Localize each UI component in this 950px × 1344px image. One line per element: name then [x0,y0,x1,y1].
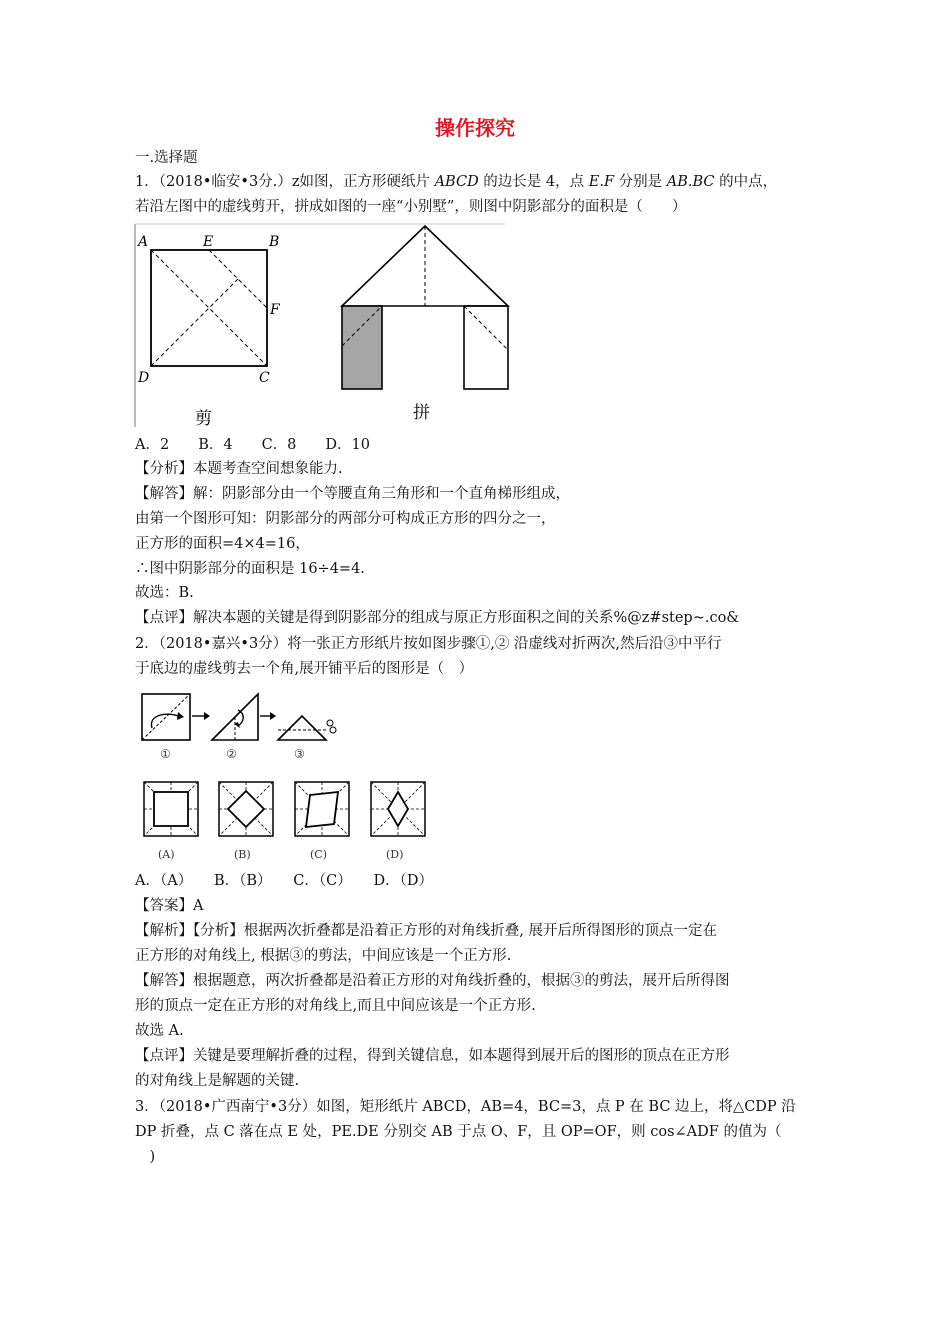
q2-analysis-2: 正方形的对角线上, 根据③的剪法，中间应该是一个正方形. [135,948,512,964]
q2-analysis-1: 【解析】【分析】根据两次折叠都是沿着正方形的对角线折叠, 展开后所得图形的顶点一定在 [135,923,717,939]
q2-comment-1: 【点评】关键是要理解折叠的过程，得到关键信息，如本题得到展开后的图形的顶点在正方形 [135,1048,730,1064]
q2-option-label-C: (C) [310,848,327,861]
q2-option-label-A: (A) [158,848,175,861]
q1-solution-3: 正方形的面积=4×4=16， [135,536,310,552]
q1-solution-4: ∴图中阴影部分的面积是 16÷4=4. [135,561,365,577]
q2-option-label-D: (D) [386,848,404,861]
q1-caption-join: 拼 [413,403,430,423]
q1-caption-cut: 剪 [195,409,212,429]
q1-options: A．2 B．4 C．8 D．10 [135,437,370,453]
q1-stem-line1: 1．（2018•临安•3分.）z如图，正方形硬纸片 ABCD 的边长是 4，点 E.F 分别是 AB.BC 的中点， [135,174,778,190]
q2-solution-2: 形的顶点一定在正方形的对角线上,而且中间应该是一个正方形. [135,998,536,1014]
q1-label-F: F [270,302,280,318]
q1-label-A: A [138,234,149,250]
page-title: 操作探究 [435,116,515,140]
q2-stem-line1: 2．（2018•嘉兴•3分）将一张正方形纸片按如图步骤①,② 沿虚线对折两次,然后沿③中平行 [135,636,722,652]
q2-step-label-1: ① [160,747,171,761]
q2-stem-line2: 于底边的虚线剪去一个角,展开铺平后的图形是（ ） [135,661,474,677]
q1-figure [133,222,513,430]
q1-comment: 【点评】解决本题的关键是得到阴影部分的组成与原正方形面积之间的关系%@z#step~.co& [135,610,740,626]
q2-steps-figure [138,690,338,764]
q2-options: A．（A） B．（B） C．（C） D．（D） [135,873,433,889]
q1-analysis: 【分析】本题考查空间想象能力. [135,461,343,477]
q2-solution-1: 【解答】根据题意，两次折叠都是沿着正方形的对角线折叠的，根据③的剪法，展开后所得图 [135,973,730,989]
q1-label-B: B [269,234,280,250]
q1-choice: 故选：B. [135,585,194,601]
q1-label-C: C [259,370,270,386]
q2-step-label-2: ② [226,747,237,761]
q1-label-E: E [203,234,214,250]
q2-choice: 故选 A. [135,1023,184,1039]
q3-stem-line3: ) [135,1149,156,1165]
q1-solution-2: 由第一个图形可知：阴影部分的两部分可构成正方形的四分之一， [135,511,556,527]
q2-options-figure [140,778,440,864]
q2-step-label-3: ③ [294,747,305,761]
q1-shaded-part [342,306,382,389]
q2-option-label-B: (B) [234,848,251,861]
q3-stem-line1: 3．（2018•广西南宁•3分）如图，矩形纸片 ABCD，AB=4，BC=3，点 P 在 BC 边上，将△CDP 沿 [135,1099,796,1115]
section-heading: 一.选择题 [135,150,198,166]
q1-stem-line2: 若沿左图中的虚线剪开，拼成如图的一座“小别墅”，则图中阴影部分的面积是（ ） [135,199,687,215]
q1-solution: 【解答】解：阴影部分由一个等腰直角三角形和一个直角梯形组成， [135,486,570,502]
q2-answer: 【答案】A [135,898,204,914]
q2-comment-2: 的对角线上是解题的关键. [135,1073,300,1089]
q3-stem-line2: DP 折叠，点 C 落在点 E 处，PE.DE 分别交 AB 于点 O、F，且 OP=OF，则 cos∠ADF 的值为（ [135,1124,782,1140]
q1-label-D: D [138,370,150,386]
